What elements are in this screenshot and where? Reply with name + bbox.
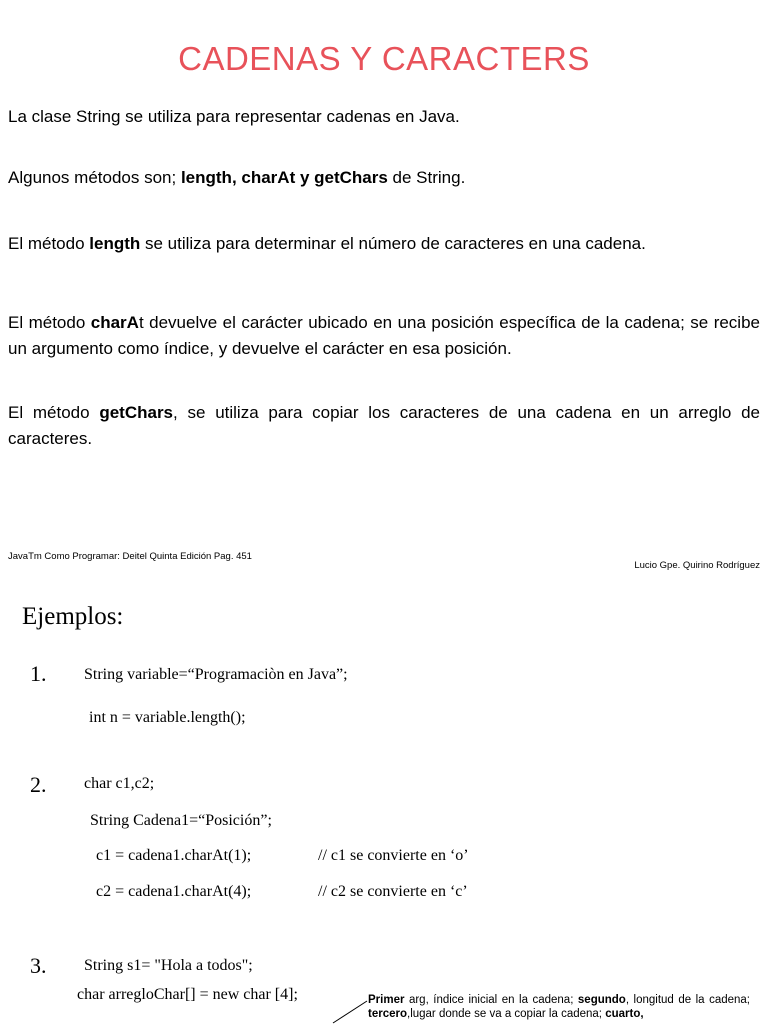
example1-line2: int n = variable.length(); (89, 709, 246, 726)
paragraph-methods: Algunos métodos son; length, charAt y getChars de String. (8, 168, 466, 187)
getchars-bold: getChars (99, 403, 174, 422)
page-title: CADENAS Y CARACTERS (178, 40, 590, 77)
example2-line4: c2 = cadena1.charAt(4); (96, 883, 252, 900)
footer-author: Lucio Gpe. Quirino Rodríguez (634, 560, 760, 571)
example-number-2: 2. (30, 772, 47, 797)
example3-line1: String s1= "Hola a todos"; (84, 957, 253, 974)
example2-line3: c1 = cadena1.charAt(1); (96, 847, 252, 864)
paragraph-charat: El método charAt devuelve el carácter ubicado en una posición específica de la cadena; se recibe un argumento como índice, y devuelve el carácter en esa posición. (8, 313, 760, 358)
example1-line1: String variable=“Programaciòn en Java”; (84, 666, 348, 683)
example2-line1: char c1,c2; (84, 775, 155, 792)
example3-line2: char arregloChar[] = new char [4]; (77, 986, 298, 1003)
example2-line2: String Cadena1=“Posición”; (90, 812, 272, 829)
paragraph-string-class: La clase String se utiliza para representar cadenas en Java. (8, 107, 460, 126)
paragraph-length: El método length se utiliza para determinar el número de caracteres en una cadena. (8, 234, 646, 253)
charat-bold: charA (90, 313, 139, 332)
length-bold: length (89, 234, 141, 253)
footer-reference: JavaTm Como Programar: Deitel Quinta Edición Pag. 451 (8, 551, 252, 562)
methods-bold: length, charAt y getChars (180, 168, 388, 187)
example-number-1: 1. (30, 661, 47, 686)
examples-heading: Ejemplos: (22, 603, 124, 630)
example2-comment3: // c1 se convierte en ‘o’ (318, 847, 469, 864)
getchars-note: Primer arg, índice inicial en la cadena; segundo, longitud de la cadena; tercero,lugar donde se va a copiar la cadena; cuarto, (368, 994, 750, 1020)
note-pointer-line (330, 1000, 370, 1024)
paragraph-getchars: El método getChars, se utiliza para copiar los caracteres de una cadena en un arreglo de caracteres. (8, 403, 761, 448)
example2-comment4: // c2 se convierte en ‘c’ (318, 883, 468, 900)
example-number-3: 3. (30, 953, 47, 978)
